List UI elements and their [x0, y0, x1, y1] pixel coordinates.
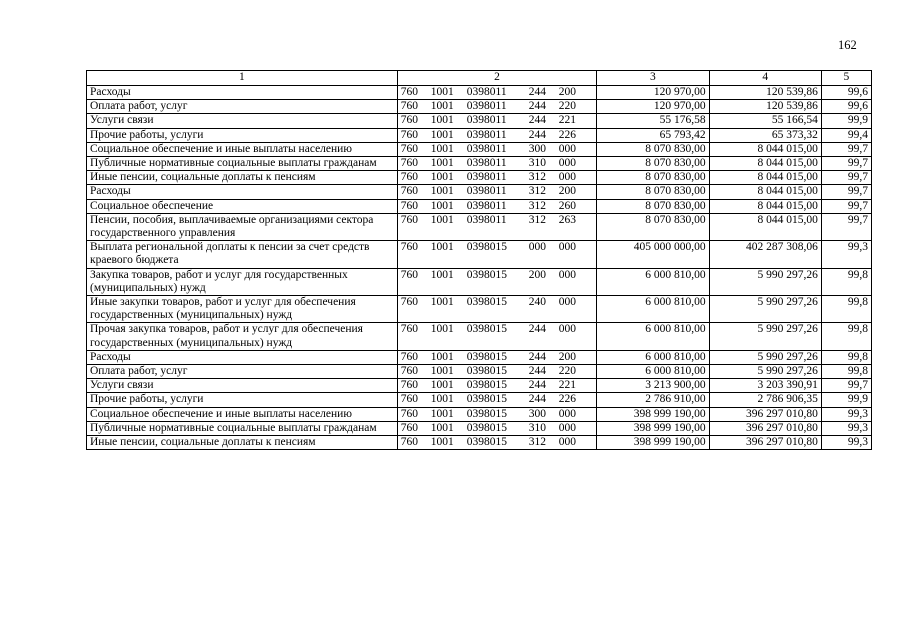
row-name-cell: Пенсии, пособия, выплачиваемые организациями сектора государственного управления	[87, 213, 398, 240]
row-name-cell: Публичные нормативные социальные выплаты гражданам	[87, 157, 398, 171]
code-chapter: 760	[400, 114, 419, 127]
code-kosgu: 220	[558, 100, 577, 113]
code-kosgu: 200	[558, 185, 577, 198]
code-target: 0398011	[466, 128, 507, 141]
actual-amount-cell: 5 990 297,26	[709, 296, 821, 323]
actual-amount-cell: 8 044 015,00	[709, 142, 821, 156]
code-expense-type: 244	[528, 128, 547, 141]
code-section: 1001	[430, 350, 454, 363]
planned-amount-cell: 398 999 190,00	[597, 421, 709, 435]
budget-table	[86, 70, 872, 450]
code-section: 1001	[430, 86, 454, 98]
planned-amount-cell: 8 070 830,00	[597, 171, 709, 185]
table-row	[87, 213, 872, 240]
code-expense-type: 240	[528, 296, 547, 309]
row-code-cell	[397, 213, 597, 240]
row-code-cell	[397, 393, 597, 407]
planned-amount-cell: 120 970,00	[597, 86, 709, 100]
row-name-cell: Иные пенсии, социальные доплаты к пенсиям	[87, 436, 398, 450]
code-section: 1001	[430, 365, 454, 378]
code-chapter: 760	[400, 296, 419, 309]
table-row	[87, 296, 872, 323]
percent-cell: 99,6	[821, 86, 871, 100]
code-target: 0398011	[466, 142, 507, 155]
code-chapter: 760	[400, 379, 419, 392]
code-chapter: 760	[400, 268, 419, 281]
code-target: 0398011	[466, 213, 507, 226]
code-kosgu: 000	[558, 241, 577, 254]
code-chapter: 760	[400, 241, 419, 254]
table-row	[87, 100, 872, 114]
code-chapter: 760	[400, 171, 419, 184]
actual-amount-cell: 396 297 010,80	[709, 407, 821, 421]
code-target: 0398015	[466, 296, 508, 309]
code-kosgu: 220	[558, 365, 577, 378]
table-row	[87, 407, 872, 421]
row-name-cell: Расходы	[87, 86, 398, 100]
planned-amount-cell: 6 000 810,00	[597, 323, 709, 350]
actual-amount-cell: 5 990 297,26	[709, 350, 821, 364]
planned-amount-cell: 2 786 910,00	[597, 393, 709, 407]
percent-cell: 99,8	[821, 365, 871, 379]
actual-amount-cell: 8 044 015,00	[709, 185, 821, 199]
code-kosgu: 000	[558, 421, 577, 434]
code-kosgu: 000	[558, 268, 577, 281]
actual-amount-cell: 65 373,32	[709, 128, 821, 142]
planned-amount-cell: 8 070 830,00	[597, 185, 709, 199]
code-chapter: 760	[400, 393, 419, 406]
code-chapter: 760	[400, 213, 419, 226]
code-target: 0398011	[466, 100, 507, 113]
code-section: 1001	[430, 142, 454, 155]
code-chapter: 760	[400, 100, 419, 113]
code-chapter: 760	[400, 128, 419, 141]
code-kosgu: 226	[558, 128, 577, 141]
table-row	[87, 114, 872, 128]
code-section: 1001	[430, 268, 454, 281]
row-code-cell	[397, 365, 597, 379]
code-expense-type: 244	[528, 323, 547, 336]
row-name-cell: Иные закупки товаров, работ и услуг для обеспечения государственных (муниципальных) нужд	[87, 296, 398, 323]
code-chapter: 760	[400, 436, 419, 449]
code-chapter: 760	[400, 142, 419, 155]
code-target: 0398011	[466, 171, 507, 184]
code-target: 0398011	[466, 199, 507, 212]
row-name-cell: Иные пенсии, социальные доплаты к пенсиям	[87, 171, 398, 185]
row-code-cell	[397, 86, 597, 100]
code-kosgu: 200	[558, 350, 577, 363]
code-target: 0398011	[466, 185, 507, 198]
actual-amount-cell: 8 044 015,00	[709, 171, 821, 185]
code-chapter: 760	[400, 407, 419, 420]
table-row	[87, 86, 872, 100]
code-kosgu: 000	[558, 157, 577, 170]
percent-cell: 99,7	[821, 185, 871, 199]
row-code-cell	[397, 157, 597, 171]
code-section: 1001	[430, 213, 454, 226]
planned-amount-cell: 405 000 000,00	[597, 241, 709, 268]
code-chapter: 760	[400, 421, 419, 434]
actual-amount-cell: 120 539,86	[709, 86, 821, 100]
percent-cell: 99,7	[821, 213, 871, 240]
row-name-cell: Расходы	[87, 185, 398, 199]
table-row	[87, 199, 872, 213]
code-expense-type: 312	[528, 213, 547, 226]
code-kosgu: 000	[558, 296, 577, 309]
row-code-cell	[397, 199, 597, 213]
planned-amount-cell: 8 070 830,00	[597, 213, 709, 240]
row-name-cell: Прочая закупка товаров, работ и услуг для обеспечения государственных (муниципальных) нужд	[87, 323, 398, 350]
percent-cell: 99,4	[821, 128, 871, 142]
code-kosgu: 260	[558, 199, 577, 212]
row-name-cell: Закупка товаров, работ и услуг для государственных (муниципальных) нужд	[87, 268, 398, 295]
code-expense-type: 300	[528, 142, 547, 155]
row-code-cell	[397, 268, 597, 295]
row-code-cell	[397, 185, 597, 199]
percent-cell: 99,8	[821, 296, 871, 323]
percent-cell: 99,3	[821, 241, 871, 268]
row-name-cell: Расходы	[87, 350, 398, 364]
table-row	[87, 323, 872, 350]
row-code-cell	[397, 100, 597, 114]
code-chapter: 760	[400, 185, 419, 198]
code-section: 1001	[430, 100, 454, 113]
planned-amount-cell: 8 070 830,00	[597, 199, 709, 213]
table-row	[87, 350, 872, 364]
row-name-cell: Оплата работ, услуг	[87, 365, 398, 379]
planned-amount-cell: 120 970,00	[597, 100, 709, 114]
code-expense-type: 312	[528, 185, 547, 198]
table-row	[87, 379, 872, 393]
percent-cell: 99,3	[821, 407, 871, 421]
code-kosgu: 000	[558, 142, 577, 155]
planned-amount-cell: 6 000 810,00	[597, 350, 709, 364]
code-expense-type: 312	[528, 436, 547, 449]
code-section: 1001	[430, 185, 454, 198]
table-row	[87, 365, 872, 379]
actual-amount-cell: 8 044 015,00	[709, 199, 821, 213]
planned-amount-cell: 3 213 900,00	[597, 379, 709, 393]
code-chapter: 760	[400, 365, 419, 378]
code-target: 0398011	[466, 86, 507, 98]
percent-cell: 99,3	[821, 421, 871, 435]
code-chapter: 760	[400, 157, 419, 170]
percent-cell: 99,8	[821, 350, 871, 364]
row-name-cell: Публичные нормативные социальные выплаты гражданам	[87, 421, 398, 435]
planned-amount-cell: 55 176,58	[597, 114, 709, 128]
code-target: 0398015	[466, 421, 508, 434]
code-expense-type: 000	[528, 241, 547, 254]
actual-amount-cell: 3 203 390,91	[709, 379, 821, 393]
row-name-cell: Выплата региональной доплаты к пенсии за счет средств краевого бюджета	[87, 241, 398, 268]
header-row	[87, 71, 872, 86]
actual-amount-cell: 5 990 297,26	[709, 323, 821, 350]
planned-amount-cell: 398 999 190,00	[597, 436, 709, 450]
code-kosgu: 263	[558, 213, 577, 226]
row-name-cell: Социальное обеспечение	[87, 199, 398, 213]
header-col-3: 3	[597, 71, 709, 86]
code-section: 1001	[430, 241, 454, 254]
row-name-cell: Прочие работы, услуги	[87, 393, 398, 407]
percent-cell: 99,9	[821, 393, 871, 407]
code-target: 0398011	[466, 157, 507, 170]
code-chapter: 760	[400, 86, 419, 98]
actual-amount-cell: 5 990 297,26	[709, 365, 821, 379]
code-kosgu: 000	[558, 171, 577, 184]
code-section: 1001	[430, 128, 454, 141]
code-section: 1001	[430, 436, 454, 449]
table-row	[87, 128, 872, 142]
row-name-cell: Оплата работ, услуг	[87, 100, 398, 114]
table-row	[87, 185, 872, 199]
code-expense-type: 310	[528, 157, 547, 170]
percent-cell: 99,7	[821, 157, 871, 171]
code-target: 0398015	[466, 241, 508, 254]
code-target: 0398015	[466, 365, 508, 378]
code-section: 1001	[430, 199, 454, 212]
header-col-4: 4	[709, 71, 821, 86]
planned-amount-cell: 6 000 810,00	[597, 365, 709, 379]
actual-amount-cell: 8 044 015,00	[709, 213, 821, 240]
percent-cell: 99,8	[821, 268, 871, 295]
code-section: 1001	[430, 421, 454, 434]
planned-amount-cell: 398 999 190,00	[597, 407, 709, 421]
code-expense-type: 244	[528, 86, 547, 98]
actual-amount-cell: 120 539,86	[709, 100, 821, 114]
row-code-cell	[397, 171, 597, 185]
percent-cell: 99,7	[821, 142, 871, 156]
row-name-cell: Услуги связи	[87, 379, 398, 393]
code-kosgu: 226	[558, 393, 577, 406]
planned-amount-cell: 6 000 810,00	[597, 268, 709, 295]
actual-amount-cell: 402 287 308,06	[709, 241, 821, 268]
code-target: 0398011	[466, 114, 507, 127]
row-code-cell	[397, 421, 597, 435]
planned-amount-cell: 8 070 830,00	[597, 157, 709, 171]
code-target: 0398015	[466, 323, 508, 336]
table-row	[87, 436, 872, 450]
row-code-cell	[397, 128, 597, 142]
table-row	[87, 268, 872, 295]
code-expense-type: 200	[528, 268, 547, 281]
code-kosgu: 200	[558, 86, 577, 98]
row-code-cell	[397, 142, 597, 156]
code-chapter: 760	[400, 199, 419, 212]
code-expense-type: 312	[528, 199, 547, 212]
row-name-cell: Услуги связи	[87, 114, 398, 128]
code-chapter: 760	[400, 323, 419, 336]
planned-amount-cell: 65 793,42	[597, 128, 709, 142]
code-expense-type: 300	[528, 407, 547, 420]
code-section: 1001	[430, 157, 454, 170]
code-expense-type: 244	[528, 379, 547, 392]
table-row	[87, 241, 872, 268]
percent-cell: 99,9	[821, 114, 871, 128]
planned-amount-cell: 8 070 830,00	[597, 142, 709, 156]
code-kosgu: 221	[558, 114, 577, 127]
row-code-cell	[397, 296, 597, 323]
code-section: 1001	[430, 379, 454, 392]
code-kosgu: 000	[558, 323, 577, 336]
code-target: 0398015	[466, 268, 508, 281]
code-expense-type: 244	[528, 393, 547, 406]
percent-cell: 99,7	[821, 171, 871, 185]
code-expense-type: 312	[528, 171, 547, 184]
percent-cell: 99,3	[821, 436, 871, 450]
code-section: 1001	[430, 171, 454, 184]
page-number: 162	[838, 38, 857, 52]
row-code-cell	[397, 436, 597, 450]
code-target: 0398015	[466, 436, 508, 449]
percent-cell: 99,7	[821, 199, 871, 213]
code-chapter: 760	[400, 350, 419, 363]
row-code-cell	[397, 241, 597, 268]
code-section: 1001	[430, 114, 454, 127]
row-code-cell	[397, 350, 597, 364]
row-code-cell	[397, 323, 597, 350]
actual-amount-cell: 396 297 010,80	[709, 421, 821, 435]
code-expense-type: 244	[528, 114, 547, 127]
table-row	[87, 171, 872, 185]
code-kosgu: 000	[558, 407, 577, 420]
code-section: 1001	[430, 296, 454, 309]
planned-amount-cell: 6 000 810,00	[597, 296, 709, 323]
code-expense-type: 244	[528, 100, 547, 113]
row-code-cell	[397, 379, 597, 393]
row-code-cell	[397, 114, 597, 128]
percent-cell: 99,7	[821, 379, 871, 393]
code-kosgu: 221	[558, 379, 577, 392]
code-expense-type: 310	[528, 421, 547, 434]
code-expense-type: 244	[528, 365, 547, 378]
code-section: 1001	[430, 323, 454, 336]
table-body	[87, 86, 872, 450]
table-row	[87, 157, 872, 171]
row-code-cell	[397, 407, 597, 421]
table-row	[87, 393, 872, 407]
row-name-cell: Социальное обеспечение и иные выплаты населению	[87, 407, 398, 421]
header-col-1: 1	[87, 71, 398, 86]
actual-amount-cell: 2 786 906,35	[709, 393, 821, 407]
header-col-2: 2	[397, 71, 597, 86]
code-target: 0398015	[466, 393, 508, 406]
code-expense-type: 244	[528, 350, 547, 363]
code-target: 0398015	[466, 407, 508, 420]
actual-amount-cell: 396 297 010,80	[709, 436, 821, 450]
header-col-5: 5	[821, 71, 871, 86]
code-target: 0398015	[466, 379, 508, 392]
code-target: 0398015	[466, 350, 508, 363]
actual-amount-cell: 5 990 297,26	[709, 268, 821, 295]
row-name-cell: Социальное обеспечение и иные выплаты населению	[87, 142, 398, 156]
table-row	[87, 421, 872, 435]
table-row	[87, 142, 872, 156]
percent-cell: 99,6	[821, 100, 871, 114]
actual-amount-cell: 8 044 015,00	[709, 157, 821, 171]
code-kosgu: 000	[558, 436, 577, 449]
code-section: 1001	[430, 407, 454, 420]
row-name-cell: Прочие работы, услуги	[87, 128, 398, 142]
percent-cell: 99,8	[821, 323, 871, 350]
actual-amount-cell: 55 166,54	[709, 114, 821, 128]
code-section: 1001	[430, 393, 454, 406]
